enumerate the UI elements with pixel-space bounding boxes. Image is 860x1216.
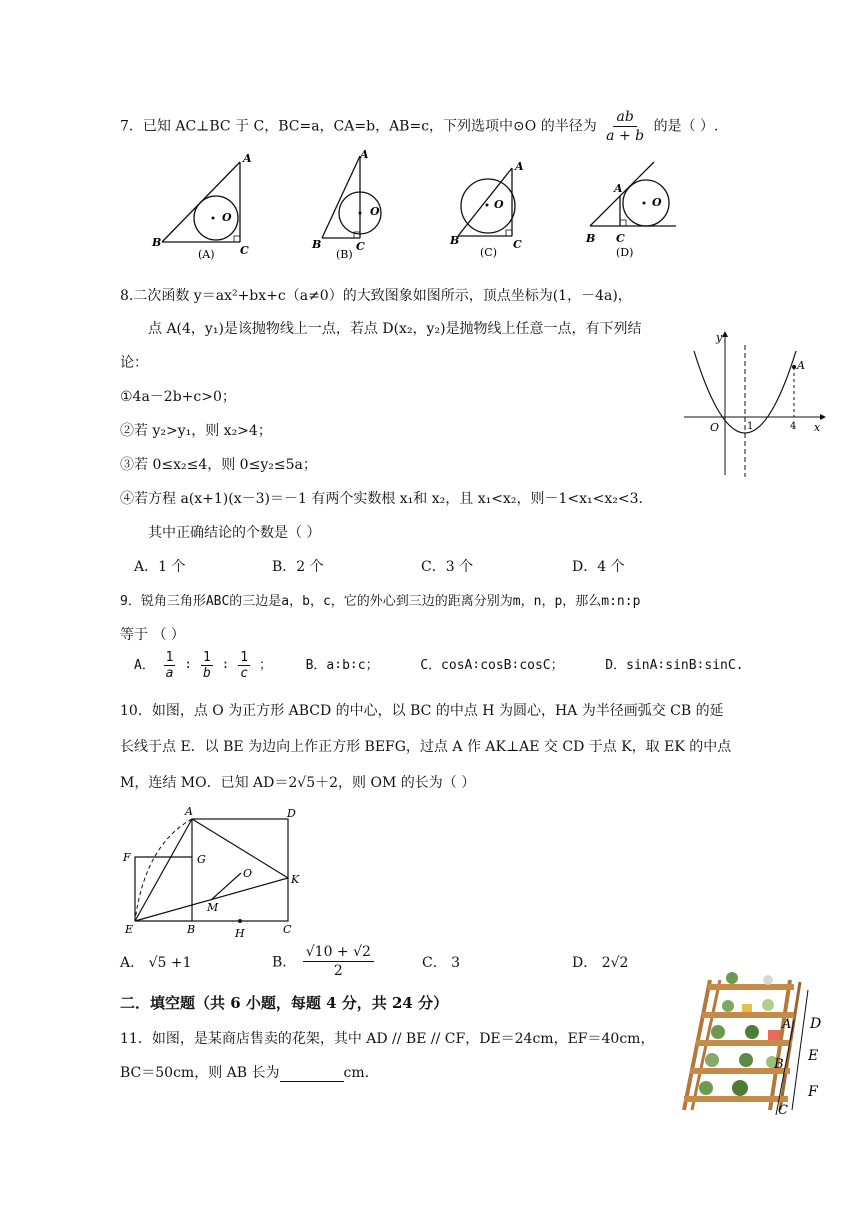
q8-line1: 8.二次函数 y＝ax²+bx+c（a≠0）的大致图象如图所示，顶点坐标为(1，－4a)， — [120, 288, 632, 304]
svg-text:O: O — [243, 867, 253, 880]
svg-text:y: y — [716, 331, 723, 344]
q8-option-c: C．3 个 — [421, 559, 474, 575]
svg-text:D: D — [810, 1016, 822, 1032]
svg-text:A: A — [185, 805, 193, 818]
svg-text:B: B — [152, 236, 162, 249]
svg-text:E: E — [125, 923, 134, 936]
svg-text:(A): (A) — [198, 248, 215, 261]
q8-item-4: ④若方程 a(x+1)(x－3)＝－1 有两个实数根 x₁和 x₂，且 x₁<x₂，则－1<x₁<x₂<3. — [120, 491, 643, 507]
square-figure — [115, 805, 315, 945]
svg-text:A: A — [614, 182, 623, 195]
svg-text:B: B — [187, 923, 196, 936]
svg-text:B: B — [312, 238, 322, 251]
q10-option-b: B． $\frac{√10 + √2}{2}$ — [272, 943, 376, 980]
svg-text:(C): (C) — [480, 246, 497, 259]
q9-line2: 等于 （ ） — [120, 627, 185, 643]
svg-text:F: F — [808, 1084, 818, 1100]
q7-stem: 7．已知 AC⊥BC 于 C，BC=a，CA=b，AB=c，下列选项中⊙O 的半径为 $\frac{ab}{a + b}$ 的是（ ）. — [120, 109, 719, 144]
q8-option-a: A．1 个 — [134, 559, 186, 575]
answer-blank[interactable] — [280, 1067, 344, 1082]
q9-option-d: D．sinA∶sinB∶sinC. — [605, 658, 744, 673]
q8-option-b: B．2 个 — [272, 559, 324, 575]
q8-line3: 论： — [120, 355, 148, 371]
svg-text:G: G — [197, 853, 206, 866]
svg-text:M: M — [207, 901, 219, 914]
svg-text:O: O — [222, 211, 232, 224]
svg-text:O: O — [370, 205, 380, 218]
q11-line1: 11．如图，是某商店售卖的花架，其中 AD // BE // CF，DE＝24cm，EF＝40cm， — [120, 1031, 655, 1047]
q9-options — [134, 650, 744, 681]
q9-option-b: B．a∶b∶c； — [305, 658, 379, 673]
svg-text:B: B — [450, 234, 460, 247]
svg-text:C: C — [778, 1103, 788, 1118]
svg-text:4: 4 — [790, 421, 797, 432]
svg-text:B: B — [586, 232, 596, 245]
q9-option-a: A． $\frac{1}{a}$ ∶ $\frac{1}{b}$ ∶ $\frac{1}{c}$ ； — [134, 650, 272, 681]
q8-item-2: ②若 y₂>y₁，则 x₂>4； — [120, 423, 272, 439]
q10-line2: 长线于点 E．以 BE 为边向上作正方形 BEFG，过点 A 作 AK⊥AE 交 CD 于点 K，取 EK 的中点 — [120, 739, 732, 755]
figure-b — [311, 148, 381, 261]
svg-text:C: C — [616, 232, 625, 245]
svg-text:B: B — [774, 1057, 784, 1072]
q9-line1: 9．锐角三角形ABC的三边是a，b，c，它的外心到三边的距离分别为m，n，p，那么m:n:p — [120, 594, 641, 609]
svg-text:D: D — [287, 807, 296, 820]
svg-text:(D): (D) — [616, 246, 634, 259]
figure-c — [449, 160, 524, 259]
svg-text:O: O — [710, 421, 720, 434]
svg-text:A: A — [797, 359, 805, 372]
svg-text:A: A — [360, 148, 369, 161]
parabola-graph — [680, 325, 830, 480]
svg-text:F: F — [123, 851, 131, 864]
svg-text:(B): (B) — [336, 248, 353, 261]
svg-text:x: x — [814, 421, 821, 434]
svg-text:H: H — [235, 927, 245, 940]
svg-text:C: C — [240, 244, 249, 257]
q7-figures — [140, 148, 700, 263]
svg-text:A: A — [243, 152, 252, 165]
svg-text:K: K — [291, 873, 300, 886]
q11-line2: BC＝50cm，则 AB 长为 cm. — [120, 1065, 370, 1081]
q8-option-d: D．4 个 — [572, 559, 625, 575]
section-heading: 二．填空题（共 6 小题，每题 4 分，共 24 分） — [120, 994, 449, 1012]
svg-text:1: 1 — [747, 421, 754, 432]
q10-option-a: A． √5 +1 — [120, 955, 192, 971]
figure-a — [151, 152, 252, 261]
q8-line2: 点 A(4，y₁)是该抛物线上一点，若点 D(x₂，y₂)是抛物线上任意一点，有下列结 — [148, 321, 642, 337]
svg-text:C: C — [513, 238, 522, 251]
q10-line3: M，连结 MO．已知 AD＝2√5＋2，则 OM 的长为（ ） — [120, 775, 476, 791]
svg-text:A: A — [515, 160, 524, 173]
svg-text:A: A — [782, 1017, 792, 1032]
q10-option-d: D． 2√2 — [572, 955, 629, 971]
q10-line1: 10．如图，点 O 为正方形 ABCD 的中心，以 BC 的中点 H 为圆心，HA 为半径画弧交 CB 的延 — [120, 703, 724, 719]
q8-item-3: ③若 0≤x₂≤4，则 0≤y₂≤5a； — [120, 457, 317, 473]
svg-text:E: E — [808, 1048, 819, 1064]
figure-d — [585, 162, 676, 259]
q8-question: 其中正确结论的个数是（ ） — [148, 525, 321, 541]
svg-text:C: C — [283, 923, 292, 936]
svg-text:O: O — [652, 196, 662, 209]
q10-option-c: C． 3 — [422, 955, 461, 971]
q8-item-1: ①4a－2b+c>0； — [120, 389, 236, 405]
q9-option-c: C．cosA∶cosB∶cosC； — [420, 658, 564, 673]
svg-text:C: C — [356, 240, 365, 253]
svg-text:O: O — [494, 198, 504, 211]
radius-fraction: $\frac{ab}{a + b}$ — [606, 109, 645, 144]
flower-rack-figure — [672, 970, 830, 1120]
